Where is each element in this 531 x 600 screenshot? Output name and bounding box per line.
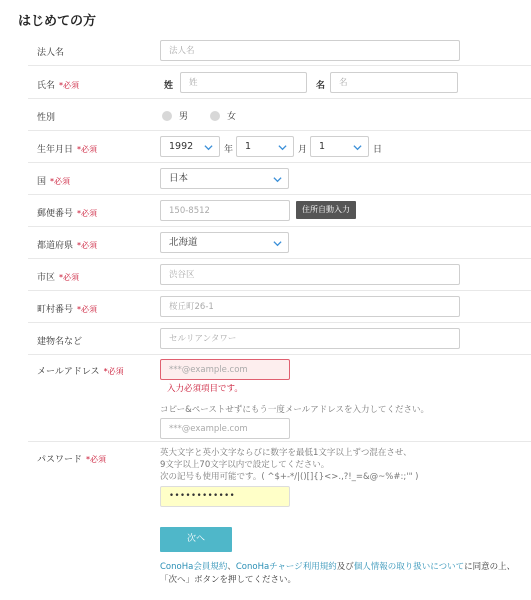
country-select[interactable]: 日本 — [160, 168, 289, 189]
password-rule-3: 次の記号も使用可能です。( ^$+-*/|()[]{}<>.,?!_=&@~%#:;'" ) — [160, 472, 419, 482]
page-title: はじめての方 — [18, 14, 97, 29]
address-autofill-button[interactable]: 住所自動入力 — [296, 201, 356, 219]
row-city — [28, 259, 531, 291]
building-input[interactable] — [160, 328, 460, 349]
row-postal-code — [28, 195, 531, 227]
prefecture-select[interactable]: 北海道 — [160, 232, 289, 253]
month-unit: 月 — [298, 145, 308, 155]
label-city: 市区 *必須 — [37, 273, 80, 283]
label-full-name: 氏名 *必須 — [37, 81, 80, 91]
password-rule-2: 9文字以上70文字以内で設定してください。 — [160, 460, 330, 470]
postal-code-input[interactable] — [160, 200, 290, 221]
town-input[interactable] — [160, 296, 460, 317]
chevron-down-icon — [353, 140, 362, 149]
label-gender: 性別 — [37, 113, 56, 123]
row-password — [28, 442, 531, 512]
email-confirm-note: コピー&ペーストせずにもう一度メールアドレスを入力してください。 — [160, 405, 429, 415]
radio-dot-icon — [210, 111, 220, 121]
gender-female-radio[interactable]: 女 — [210, 109, 236, 122]
member-terms-link[interactable]: ConoHa会員規約 — [160, 562, 228, 572]
terms-agreement-text: ConoHa会員規約、ConoHaチャージ利用規約及び個人情報の取り扱いについてに同意の上、 「次へ」ボタンを押してください。 — [160, 562, 516, 585]
year-unit: 年 — [224, 145, 234, 155]
row-town — [28, 291, 531, 323]
corporate-name-input[interactable] — [160, 40, 460, 61]
password-rule-1: 英大文字と英小文字ならびに数字を最低1文字以上ずつ混在させ、 — [160, 448, 412, 458]
email-error-message: 入力必須項目です。 — [167, 384, 243, 394]
chevron-down-icon — [278, 140, 287, 149]
radio-dot-icon — [162, 111, 172, 121]
chevron-down-icon — [273, 236, 282, 245]
label-password: パスワード *必須 — [37, 455, 107, 465]
last-name-input[interactable] — [180, 72, 307, 93]
birth-year-select[interactable]: 1992 — [160, 136, 220, 157]
row-corporate-name — [28, 34, 531, 66]
email-input[interactable] — [160, 359, 290, 380]
label-prefecture: 都道府県 *必須 — [37, 241, 98, 251]
next-button[interactable]: 次へ — [160, 527, 232, 552]
birth-month-select[interactable]: 1 — [236, 136, 294, 157]
birth-day-select[interactable]: 1 — [310, 136, 369, 157]
row-email — [28, 355, 531, 442]
label-town: 町村番号 *必須 — [37, 305, 98, 315]
city-input[interactable] — [160, 264, 460, 285]
last-name-label: 姓 — [164, 81, 174, 91]
email-confirm-input[interactable] — [160, 418, 290, 439]
label-email: メールアドレス *必須 — [37, 367, 124, 377]
label-building: 建物名など — [37, 337, 83, 347]
first-name-label: 名 — [316, 81, 326, 91]
row-building — [28, 323, 531, 355]
row-country — [28, 163, 531, 195]
label-birthdate: 生年月日 *必須 — [37, 145, 98, 155]
row-birthdate — [28, 131, 531, 163]
day-unit: 日 — [373, 145, 383, 155]
charge-terms-link[interactable]: ConoHaチャージ利用規約 — [235, 562, 337, 572]
row-gender — [28, 99, 531, 131]
first-name-input[interactable] — [330, 72, 458, 93]
label-postal-code: 郵便番号 *必須 — [37, 209, 98, 219]
label-corporate-name: 法人名 — [37, 48, 65, 58]
row-full-name — [28, 66, 531, 99]
password-input[interactable]: •••••••••••• — [160, 486, 290, 507]
row-prefecture — [28, 227, 531, 259]
label-country: 国 *必須 — [37, 177, 71, 187]
privacy-policy-link[interactable]: 個人情報の取り扱いについて — [353, 562, 465, 572]
chevron-down-icon — [273, 172, 282, 181]
gender-male-radio[interactable]: 男 — [162, 109, 188, 122]
chevron-down-icon — [204, 140, 213, 149]
